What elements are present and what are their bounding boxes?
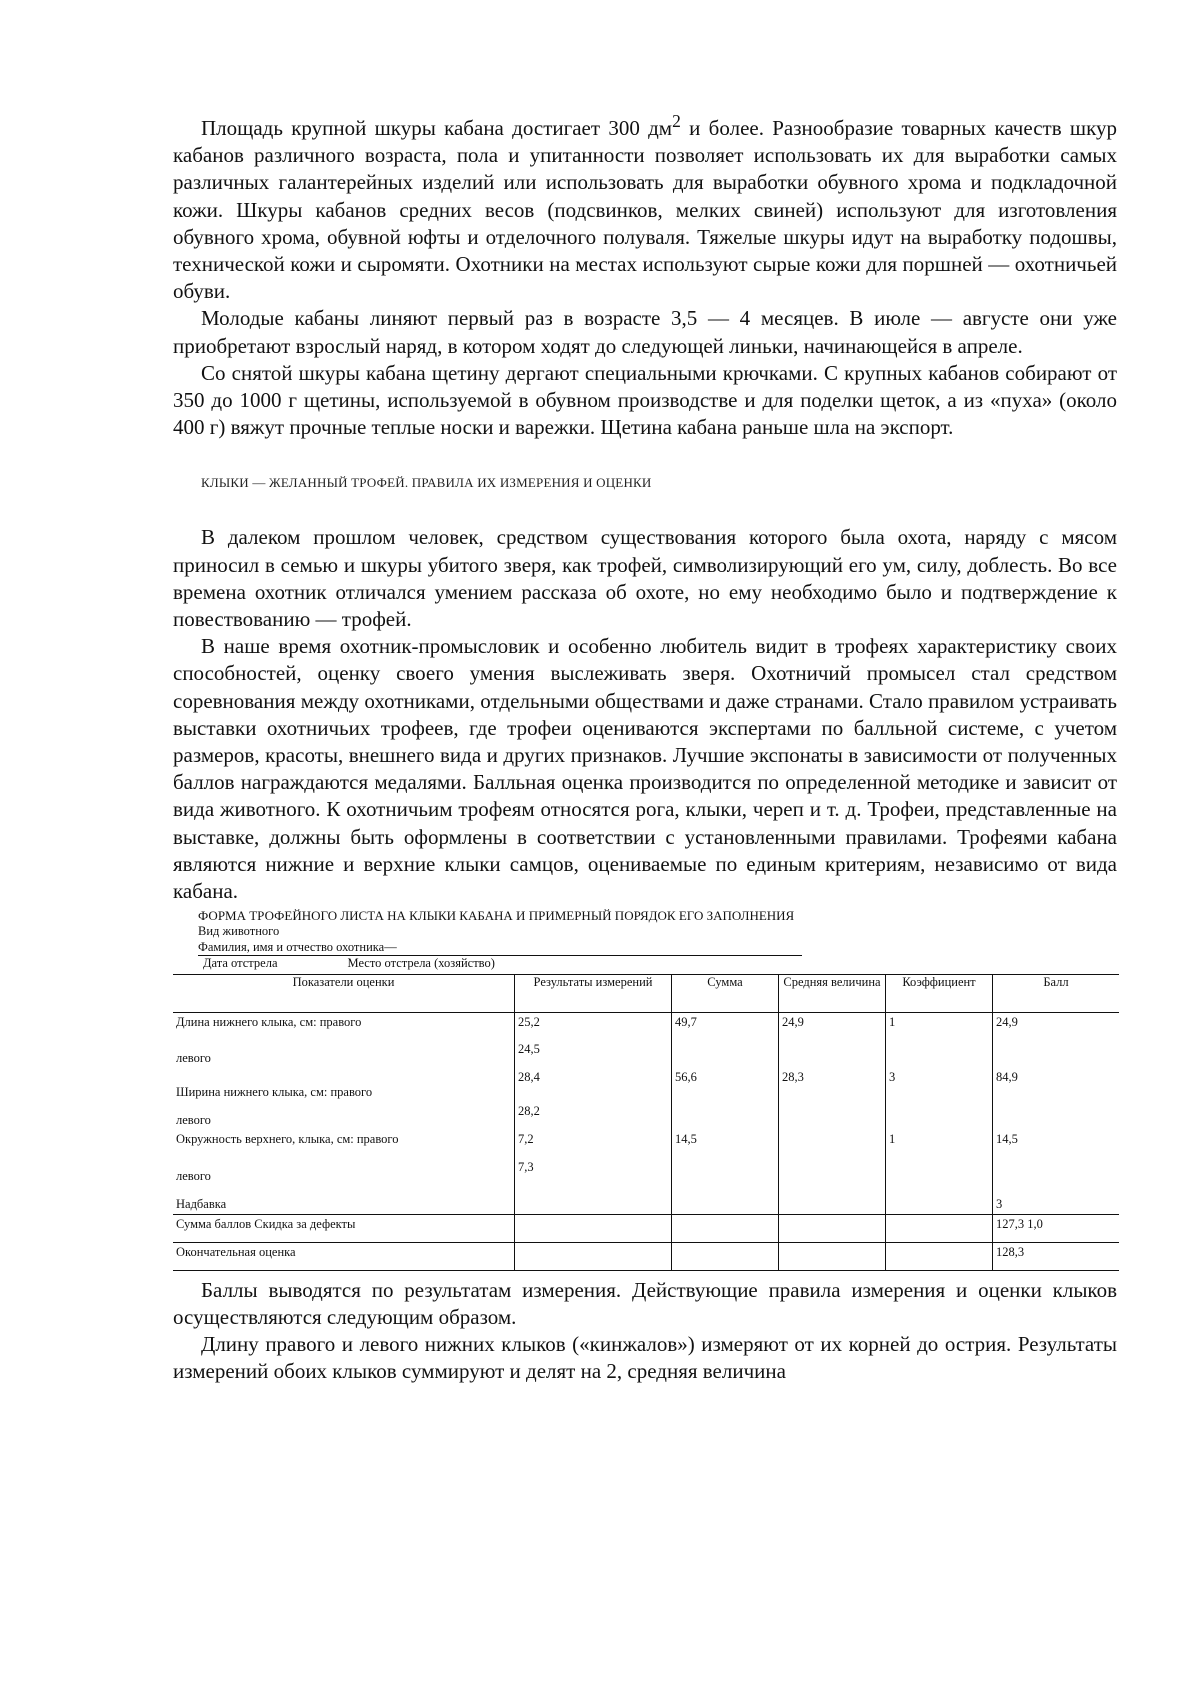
place-label: Место отстрела (хозяйство) <box>347 956 495 971</box>
header-score: Балл <box>993 974 1120 1012</box>
paragraph-measuring: Длину правого и левого нижних клыков («кинжалов») измеряют от их корней до острия. Результаты измерений обоих клыков суммируют и делят на 2, средняя величина <box>173 1332 1117 1384</box>
paragraph-trophies: В наше время охотник-промысловик и особенно любитель видит в трофеях характеристику своих способностей, оценку своего умения выслеживать зверя. Охотничий промысел стал средством соревнования между охотниками, отдельными обществами и даже странами. Стало правилом устраивать выставки охотничьих трофеев, где трофеи оцениваются экспертами по балльной системе, с учетом размеров, красоты, внешнего вида и других признаков. Лучшие экспонаты в зависимости от полученных баллов награждаются медалями. Балльная оценка производится по определенной методике и зависит от вида животного. К охотничьим трофеям относятся рога, клыки, череп и т. д. Трофеи, представленные на выставке, должны быть оформлены в соответствии с установленными правилами. Трофеями кабана являются нижние и верхние клыки самцов, оцениваемые по единым критериям, независимо от вида кабана. <box>173 634 1117 904</box>
table-row: левого 24,5 <box>173 1040 1119 1068</box>
paragraph-history: В далеком прошлом человек, средством существования которого была охота, наряду с мясом приносил в семью и шкуры убитого зверя, как трофей, символизирующий его ум, силу, доблесть. Во все времена охотник отличался умением рассказа об охоте, но ему необходимо было и подтверждение к повествованию — трофей. <box>173 525 1117 632</box>
bottom-text <box>173 1277 1117 1386</box>
paragraph-scores: Баллы выводятся по результатам измерения. Действующие правила измерения и оценки клыков осуществляются следующим образом. <box>173 1277 1117 1329</box>
header-indicator: Показатели оценки <box>292 974 395 989</box>
table-row: Надбавка 3 <box>173 1186 1119 1214</box>
header-sum: Сумма <box>672 974 779 1012</box>
hunter-label: Фамилия, имя и отчество охотника— <box>198 940 802 957</box>
table-row: левого 28,2 <box>173 1102 1119 1130</box>
table-row: Ширина нижнего клыка, см: правого 28,4 56,6 28,3 3 84,9 <box>173 1068 1119 1102</box>
table-row: левого 7,3 <box>173 1158 1119 1186</box>
date-place-line <box>203 956 1117 972</box>
section-heading: КЛЫКИ — ЖЕЛАННЫЙ ТРОФЕЙ. ПРАВИЛА ИХ ИЗМЕРЕНИЯ И ОЦЕНКИ <box>201 475 652 491</box>
trophy-form <box>173 907 1117 1271</box>
trophy-table <box>173 974 1119 1271</box>
paragraph-skin-area: Площадь крупной шкуры кабана достигает 300 $дм^2$ и более. Разнообразие товарных качеств шкур кабанов различного возраста, пола и упитанности позволяет использовать их для выработки самых различных галантерейных изделий или использовать для выработки обувного хрома и подкладочной кожи. Шкуры кабанов средних весов (подсвинков, мелких свиней) используют для изготовления обувного хрома, обувной юфты и отделочного полуваля. Тяжелые шкуры идут на выработку подошвы, технической кожи и сыромяти. Охотники на местах используют сырые кожи для поршней — охотничьей обуви. <box>173 111 1117 304</box>
table-row-final: Окончательная оценка 128,3 <box>173 1242 1119 1270</box>
table-row: Длина нижнего клыка, см: правого 25,2 49,7 24,9 1 24,9 <box>173 1012 1119 1040</box>
form-title: ФОРМА ТРОФЕЙНОГО ЛИСТА НА КЛЫКИ КАБАНА И ПРИМЕРНЫЙ ПОРЯДОК ЕГО ЗАПОЛНЕНИЯ <box>198 908 795 924</box>
table-row: Окружность верхнего, клыка, см: правого 7,2 14,5 1 14,5 <box>173 1130 1119 1158</box>
header-coefficient: Коэффициент <box>886 974 993 1012</box>
header-average: Средняя величина <box>779 974 886 1012</box>
superscript-2: 2 <box>672 111 681 131</box>
table-header-row <box>173 974 1119 1012</box>
animal-label: Вид животного <box>198 924 280 939</box>
header-results: Результаты измерений <box>515 974 672 1012</box>
paragraph-molting: Молодые кабаны линяют первый раз в возрасте 3,5 — 4 месяцев. В июле — августе они уже приобретают взрослый наряд, в котором ходят до следующей линьки, начинающейся в апреле. <box>173 306 1117 358</box>
table-row-sum: Сумма баллов Скидка за дефекты 127,3 1,0 <box>173 1214 1119 1242</box>
paragraph-bristle: Со снятой шкуры кабана щетину дергают специальными крючками. С крупных кабанов собирают от 350 до 1000 г щетины, используемой в обувном производстве и для поделки щеток, а из «пуха» (около 400 г) вяжут прочные теплые носки и варежки. Щетина кабана раньше шла на экспорт. <box>173 360 1117 440</box>
date-label: Дата отстрела <box>203 956 278 971</box>
